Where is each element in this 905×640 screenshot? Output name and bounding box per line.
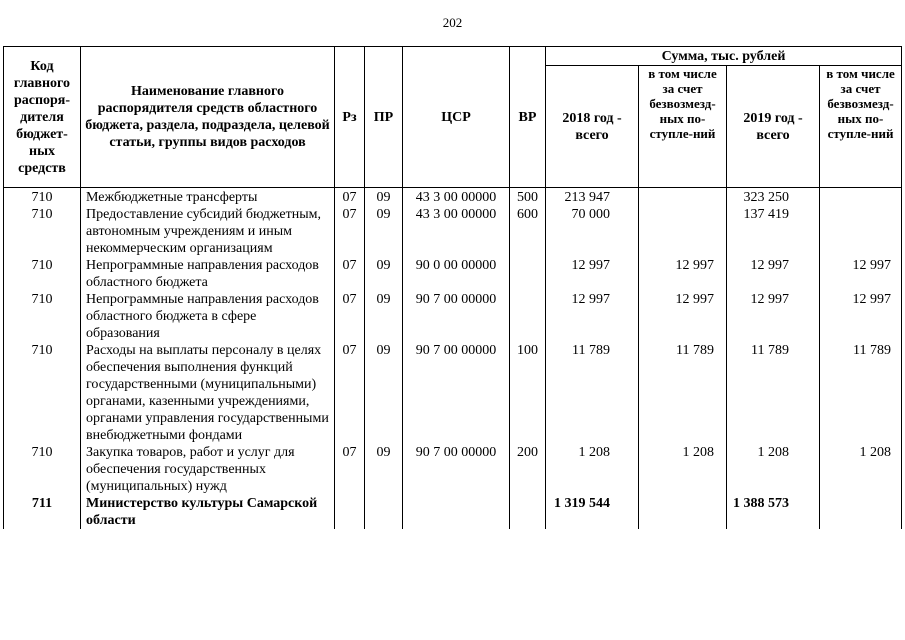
cell-vr <box>510 495 546 529</box>
cell-vr <box>510 291 546 342</box>
cell-name: Расходы на выплаты персоналу в целях обеспечения выполнения функций государственными (муниципальными) органами, казенными учреждениями, органами управления государственными внебюджетными фондами <box>81 342 335 444</box>
table-header <box>4 47 902 188</box>
cell-csr: 90 7 00 00000 <box>403 342 510 444</box>
header-name: Наименование главного распорядителя средств областного бюджета, раздела, подраздела, целевой статьи, группы видов расходов <box>81 47 335 188</box>
cell-rz: 07 <box>335 257 365 291</box>
table-row <box>4 206 902 257</box>
cell-name: Закупка товаров, работ и услуг для обеспечения государственных (муниципальных) нужд <box>81 444 335 495</box>
cell-code: 710 <box>4 188 81 207</box>
header-code: Код главного распоря-дителя бюджет-ных средств <box>4 47 81 188</box>
cell-code: 710 <box>4 206 81 257</box>
cell-rz: 07 <box>335 444 365 495</box>
header-2019-free: в том числе за счет безвозмезд-ных по-ступле-ний <box>820 66 902 188</box>
cell-name: Министерство культуры Самарской области <box>81 495 335 529</box>
cell-rz: 07 <box>335 342 365 444</box>
cell-2018-free <box>639 206 727 257</box>
cell-pr: 09 <box>365 444 403 495</box>
cell-csr: 43 3 00 00000 <box>403 206 510 257</box>
header-sum: Сумма, тыс. рублей <box>546 47 902 66</box>
header-2019-total: 2019 год - всего <box>727 66 820 188</box>
cell-pr: 09 <box>365 342 403 444</box>
header-csr: ЦСР <box>403 47 510 188</box>
cell-csr: 90 7 00 00000 <box>403 444 510 495</box>
cell-2018-total: 70 000 <box>546 206 639 257</box>
cell-code: 710 <box>4 444 81 495</box>
cell-2019-total: 1 208 <box>727 444 820 495</box>
cell-code: 710 <box>4 257 81 291</box>
cell-pr: 09 <box>365 257 403 291</box>
cell-2019-free: 12 997 <box>820 291 902 342</box>
table-body <box>4 188 902 530</box>
table-row <box>4 188 902 207</box>
cell-2018-total: 11 789 <box>546 342 639 444</box>
cell-name: Непрограммные направления расходов областного бюджета <box>81 257 335 291</box>
cell-2018-free: 12 997 <box>639 257 727 291</box>
cell-2018-free: 1 208 <box>639 444 727 495</box>
cell-csr <box>403 495 510 529</box>
cell-name: Предоставление субсидий бюджетным, автономным учреждениям и иным некоммерческим организациям <box>81 206 335 257</box>
cell-csr: 43 3 00 00000 <box>403 188 510 207</box>
cell-pr <box>365 495 403 529</box>
table-row <box>4 291 902 342</box>
cell-2019-total: 137 419 <box>727 206 820 257</box>
cell-vr: 100 <box>510 342 546 444</box>
cell-rz: 07 <box>335 291 365 342</box>
cell-pr: 09 <box>365 291 403 342</box>
cell-2018-free <box>639 495 727 529</box>
cell-2018-free: 11 789 <box>639 342 727 444</box>
table-row <box>4 495 902 529</box>
cell-2018-total: 213 947 <box>546 188 639 207</box>
cell-2019-free <box>820 188 902 207</box>
cell-2018-total: 1 319 544 <box>546 495 639 529</box>
cell-pr: 09 <box>365 188 403 207</box>
cell-vr <box>510 257 546 291</box>
header-pr: ПР <box>365 47 403 188</box>
cell-name: Межбюджетные трансферты <box>81 188 335 207</box>
cell-rz: 07 <box>335 206 365 257</box>
header-2018-total: 2018 год - всего <box>546 66 639 188</box>
cell-2019-free <box>820 495 902 529</box>
cell-rz <box>335 495 365 529</box>
table-row <box>4 342 902 444</box>
cell-rz: 07 <box>335 188 365 207</box>
cell-2019-free: 12 997 <box>820 257 902 291</box>
cell-2019-total: 12 997 <box>727 257 820 291</box>
cell-2019-total: 12 997 <box>727 291 820 342</box>
cell-2019-total: 323 250 <box>727 188 820 207</box>
cell-2018-total: 1 208 <box>546 444 639 495</box>
cell-2018-total: 12 997 <box>546 257 639 291</box>
cell-2019-total: 1 388 573 <box>727 495 820 529</box>
cell-2019-total: 11 789 <box>727 342 820 444</box>
cell-code: 710 <box>4 342 81 444</box>
cell-vr: 500 <box>510 188 546 207</box>
cell-2018-free <box>639 188 727 207</box>
table-row <box>4 257 902 291</box>
header-vr: ВР <box>510 47 546 188</box>
cell-vr: 600 <box>510 206 546 257</box>
cell-2018-free: 12 997 <box>639 291 727 342</box>
header-rz: Рз <box>335 47 365 188</box>
cell-2019-free <box>820 206 902 257</box>
cell-code: 710 <box>4 291 81 342</box>
cell-vr: 200 <box>510 444 546 495</box>
cell-2019-free: 11 789 <box>820 342 902 444</box>
cell-csr: 90 0 00 00000 <box>403 257 510 291</box>
cell-csr: 90 7 00 00000 <box>403 291 510 342</box>
cell-2018-total: 12 997 <box>546 291 639 342</box>
page-number: 202 <box>442 15 463 30</box>
budget-table <box>3 46 902 529</box>
header-2018-free: в том числе за счет безвозмезд-ных по-ступле-ний <box>639 66 727 188</box>
table-row <box>4 444 902 495</box>
cell-2019-free: 1 208 <box>820 444 902 495</box>
cell-code: 711 <box>4 495 81 529</box>
cell-name: Непрограммные направления расходов областного бюджета в сфере образования <box>81 291 335 342</box>
cell-pr: 09 <box>365 206 403 257</box>
